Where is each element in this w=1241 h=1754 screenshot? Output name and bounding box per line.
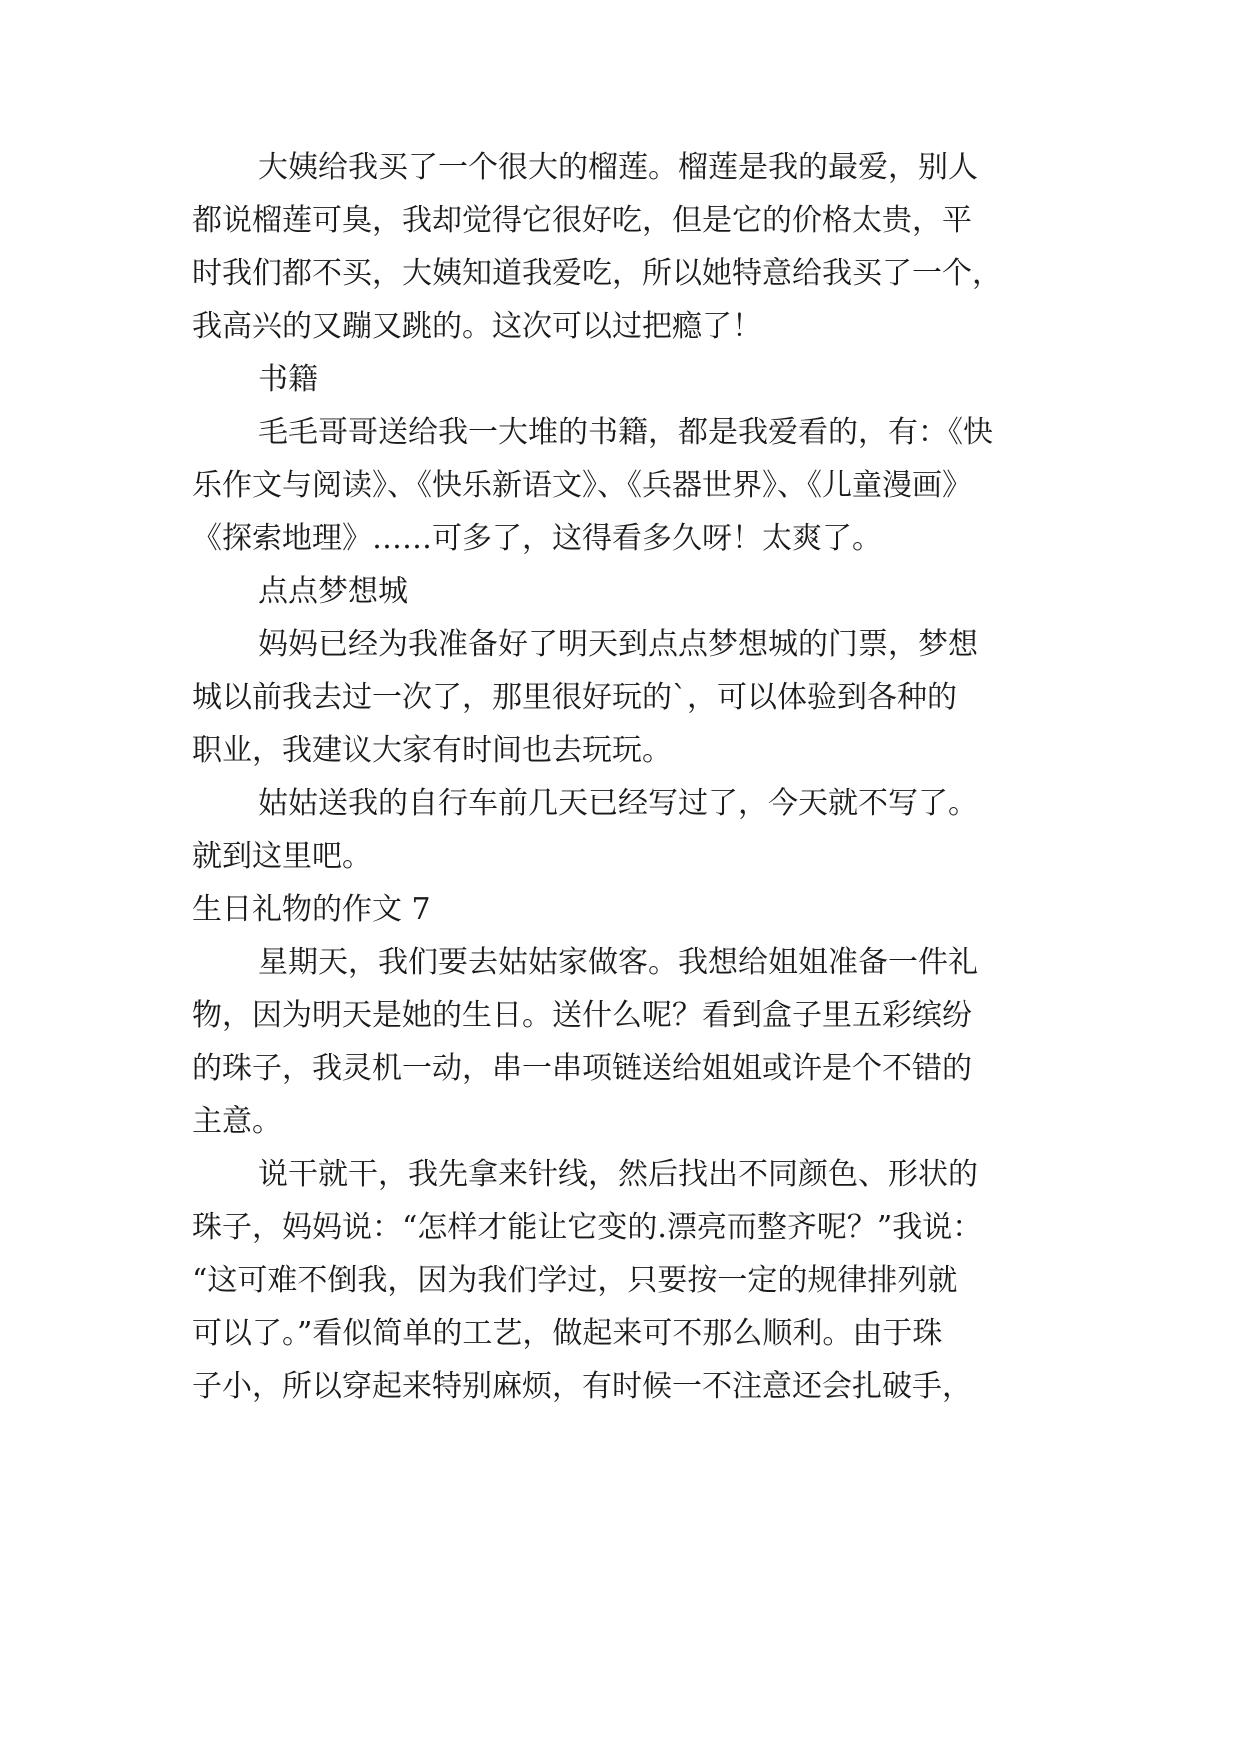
paragraph-line: 毛毛哥哥送给我一大堆的书籍，都是我爱看的，有：《快 (258, 415, 993, 450)
section-heading: 生日礼物的作文 7 (192, 892, 431, 927)
paragraph-line: 妈妈已经为我准备好了明天到点点梦想城的门票，梦想 (258, 627, 978, 662)
paragraph-line: 《探索地理》……可多了，这得看多久呀！太爽了。 (192, 521, 882, 556)
paragraph-line: 职业，我建议大家有时间也去玩玩。 (192, 733, 672, 768)
paragraph-line: 物，因为明天是她的生日。送什么呢？看到盒子里五彩缤纷 (192, 998, 972, 1033)
subheading-books: 书籍 (258, 362, 318, 397)
paragraph-line: 主意。 (192, 1104, 282, 1139)
paragraph-line: 我高兴的又蹦又跳的。这次可以过把瘾了！ (192, 309, 762, 344)
paragraph-line: 都说榴莲可臭，我却觉得它很好吃，但是它的价格太贵，平 (192, 203, 972, 238)
paragraph-line: 珠子，妈妈说：“怎样才能让它变的.漂亮而整齐呢？”我说： (192, 1210, 983, 1245)
paragraph-line: “这可难不倒我，因为我们学过，只要按一定的规律排列就 (192, 1263, 958, 1298)
subheading-dream-city: 点点梦想城 (258, 574, 408, 609)
paragraph-line: 可以了。”看似简单的工艺，做起来可不那么顺利。由于珠 (192, 1316, 943, 1351)
paragraph-line: 大姨给我买了一个很大的榴莲。榴莲是我的最爱，别人 (258, 150, 978, 185)
paragraph-line: 时我们都不买，大姨知道我爱吃，所以她特意给我买了一个， (192, 256, 1002, 291)
paragraph-line: 的珠子，我灵机一动，串一串项链送给姐姐或许是个不错的 (192, 1051, 972, 1086)
paragraph-line: 乐作文与阅读》、《快乐新语文》、《兵器世界》、《儿童漫画》 (192, 468, 972, 503)
paragraph-line: 星期天，我们要去姑姑家做客。我想给姐姐准备一件礼 (258, 945, 978, 980)
paragraph-line: 就到这里吧。 (192, 839, 372, 874)
paragraph-line: 姑姑送我的自行车前几天已经写过了，今天就不写了。 (258, 786, 978, 821)
paragraph-line: 子小，所以穿起来特别麻烦，有时候一不注意还会扎破手， (192, 1369, 972, 1404)
paragraph-line: 说干就干，我先拿来针线，然后找出不同颜色、形状的 (258, 1157, 978, 1192)
paragraph-line: 城以前我去过一次了，那里很好玩的`，可以体验到各种的 (192, 680, 957, 715)
